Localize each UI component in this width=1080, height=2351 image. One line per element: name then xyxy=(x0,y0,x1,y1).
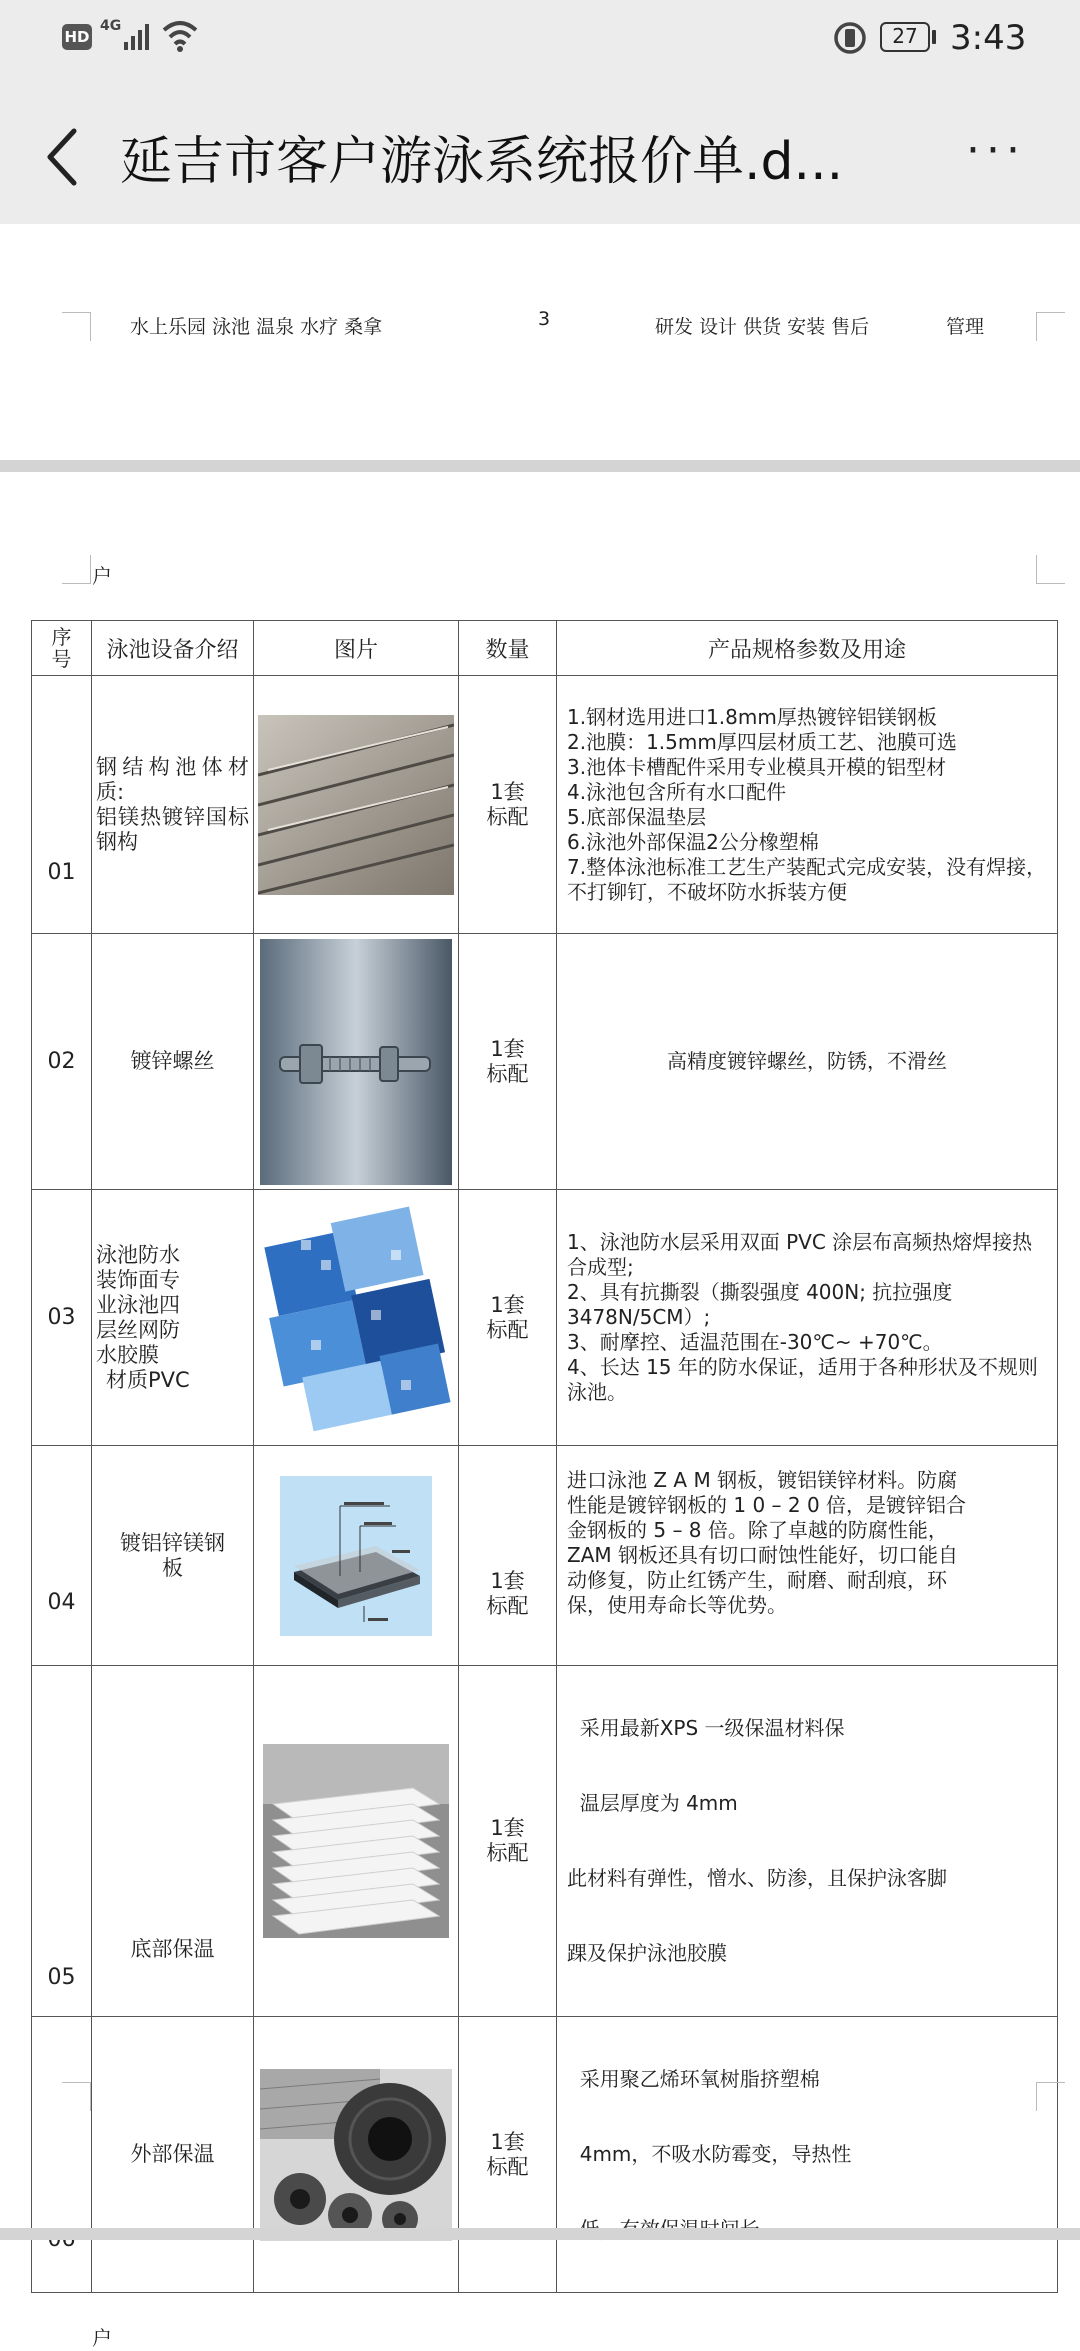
qty-line: 1套 xyxy=(490,1816,525,1840)
qty-line: 标配 xyxy=(486,1061,529,1086)
steel-panel-photo xyxy=(258,715,454,895)
table-header-row xyxy=(32,621,1058,676)
spec-line: 3、耐摩控、适温范围在-30℃~ +70℃。 xyxy=(567,1330,943,1354)
row-number-text: 03 xyxy=(47,1305,76,1330)
spec-text xyxy=(557,1666,1058,2017)
table-row xyxy=(32,1666,1058,2017)
qty-line: 1套 xyxy=(490,779,525,804)
qty-line: 1套 xyxy=(490,2129,525,2154)
page-corner-mark xyxy=(62,312,91,341)
quantity xyxy=(459,676,557,934)
header-cell: 数量 xyxy=(459,621,557,676)
image-cell xyxy=(254,1666,459,2017)
spec-line: 此材料有弹性，憎水、防渗，且保护泳客脚 xyxy=(567,1866,947,1890)
image-cell xyxy=(254,934,459,1190)
spec-text xyxy=(557,934,1058,1190)
quantity xyxy=(459,2017,557,2293)
galvanized-bolt-photo xyxy=(260,939,452,1185)
xps-board-stack-photo xyxy=(263,1744,449,1938)
spec-line: 金钢板的 5 – 8 倍。除了卓越的防腐性能， xyxy=(567,1518,948,1542)
name-line: 泳池防水 xyxy=(96,1242,180,1267)
page-number: 3 xyxy=(538,308,551,330)
row-number xyxy=(32,1446,92,1666)
row-number xyxy=(32,1666,92,2017)
spec-text xyxy=(557,676,1058,934)
spec-line: 1、泳池防水层采用双面 PVC 涂层布高频热熔焊接热合成型; xyxy=(567,1230,1033,1279)
foam-insulation-rolls-photo xyxy=(260,2069,452,2241)
clock: 3:43 xyxy=(950,18,1027,58)
document-title: 延吉市客户游泳系统报价单.d... xyxy=(120,132,844,192)
header-cell: 产品规格参数及用途 xyxy=(557,621,1058,676)
qty-line: 1套 xyxy=(490,1292,525,1317)
header-cell: 泳池设备介绍 xyxy=(92,621,254,676)
page-header-middle: 研发 设计 供货 安装 售后 xyxy=(655,316,870,338)
qty-line: 标配 xyxy=(486,2154,529,2179)
name-line: 板 xyxy=(162,1555,183,1580)
spec-line: 性能是镀锌钢板的 1 0 – 2 0 倍，是镀锌铝合 xyxy=(567,1493,967,1517)
quantity xyxy=(459,1446,557,1666)
table-row xyxy=(32,2017,1058,2293)
page-break xyxy=(0,460,1080,472)
spec-line: 踝及保护泳池胶膜 xyxy=(567,1941,727,1965)
page-corner-mark xyxy=(62,2082,91,2111)
table-row xyxy=(32,676,1058,934)
name-line: 业泳池四 xyxy=(96,1292,180,1317)
table-row xyxy=(32,1190,1058,1446)
equipment-name xyxy=(92,1666,254,2017)
wifi-icon xyxy=(160,18,200,54)
image-cell xyxy=(254,2017,459,2293)
name-line: 水胶膜 xyxy=(96,1342,159,1367)
top-bar xyxy=(0,0,1080,224)
spec-line: 采用聚乙烯环氧树脂挤塑棉 xyxy=(567,2067,820,2091)
quantity xyxy=(459,1666,557,2017)
table-row xyxy=(32,1446,1058,1666)
header-no: 序号 xyxy=(51,625,72,671)
name-line: 外部保温 xyxy=(130,2142,215,2166)
equipment-name xyxy=(92,2017,254,2293)
pvc-liner-samples-photo xyxy=(261,1200,451,1436)
row-number xyxy=(32,676,92,934)
spec-line: 3.池体卡槽配件采用专业模具开模的铝型材 xyxy=(567,754,947,779)
quote-table xyxy=(31,620,1058,2293)
image-cell xyxy=(254,1190,459,1446)
hd-badge: HD xyxy=(62,24,92,50)
spec-text xyxy=(557,2017,1058,2293)
spec-line: 温层厚度为 4mm xyxy=(567,1791,738,1815)
spec-line: 保，使用寿命长等优势。 xyxy=(567,1593,787,1617)
equipment-name xyxy=(92,676,254,934)
name-line: 镀铝锌镁钢 xyxy=(120,1530,225,1555)
equipment-name xyxy=(92,1446,254,1666)
page-header-left: 水上乐园 泳池 温泉 水疗 桑拿 xyxy=(130,316,383,338)
spec-line: 2、具有抗撕裂（撕裂强度 400N; 抗拉强度 3478N/5CM）; xyxy=(567,1280,953,1329)
qty-line: 标配 xyxy=(486,1317,529,1342)
equipment-name xyxy=(92,934,254,1190)
spec-line: 进口泳池 Z A M 钢板，镀铝镁锌材料。防腐 xyxy=(567,1468,958,1492)
qty-line: 标配 xyxy=(486,804,529,829)
image-cell xyxy=(254,1446,459,1666)
row-number xyxy=(32,1190,92,1446)
page-break xyxy=(0,2228,1080,2240)
page-fragment-text: 户 xyxy=(92,2326,112,2350)
spec-line: 4mm，不吸水防霉变，导热性 xyxy=(567,2142,852,2166)
spec-line: 6.泳池外部保温2公分橡塑棉 xyxy=(567,829,819,854)
quantity xyxy=(459,1190,557,1446)
spec-line: 1.钢材选用进口1.8mm厚热镀锌铝镁钢板 xyxy=(567,704,937,729)
battery-tip xyxy=(932,30,936,44)
spec-line: 4.泳池包含所有水口配件 xyxy=(567,779,787,804)
name-line: 钢结构池体材质: xyxy=(96,754,249,804)
qty-line: 1套 xyxy=(490,1036,525,1061)
spec-line: 高精度镀锌螺丝，防锈，不滑丝 xyxy=(667,1049,947,1073)
chevron-left-icon[interactable] xyxy=(42,125,82,189)
spec-line: 动修复，防止红锈产生，耐磨、耐刮痕，环 xyxy=(567,1568,947,1592)
page-corner-mark xyxy=(1036,312,1065,341)
name-line: 装饰面专 xyxy=(96,1267,180,1292)
name-line: 镀锌螺丝 xyxy=(130,1049,215,1073)
quantity xyxy=(459,934,557,1190)
page-corner-mark xyxy=(62,555,91,584)
header-cell xyxy=(32,621,92,676)
page-corner-mark xyxy=(1036,555,1065,584)
spec-text xyxy=(557,1190,1058,1446)
row-number-text: 04 xyxy=(47,1590,76,1615)
name-line: 铝镁热镀锌国标钢构 xyxy=(96,804,249,854)
header-cell: 图片 xyxy=(254,621,459,676)
equipment-name xyxy=(92,1190,254,1446)
image-cell xyxy=(254,676,459,934)
spec-text xyxy=(557,1446,1058,1666)
battery-icon: 27 xyxy=(880,22,930,52)
name-line: 底部保温 xyxy=(130,1937,215,1961)
name-line: 层丝网防 xyxy=(96,1317,180,1342)
spec-line: ZAM 钢板还具有切口耐蚀性能好，切口能自 xyxy=(567,1543,958,1567)
qty-line: 标配 xyxy=(486,1841,529,1865)
spec-line: 2.池膜：1.5mm厚四层材质工艺、池膜可选 xyxy=(567,729,957,754)
name-line: 材质PVC xyxy=(106,1367,190,1392)
row-number-text: 02 xyxy=(47,1049,76,1074)
row-number xyxy=(32,934,92,1190)
qty-line: 1套 xyxy=(490,1569,525,1593)
more-horizontal-icon[interactable]: ··· xyxy=(966,125,1026,176)
qty-line: 标配 xyxy=(486,1594,529,1618)
vibrate-icon xyxy=(832,20,868,56)
spec-line: 采用最新XPS 一级保温材料保 xyxy=(567,1716,845,1740)
spec-line: 4、长达 15 年的防水保证，适用于各种形状及不规则泳池。 xyxy=(567,1355,1038,1404)
table-row xyxy=(32,934,1058,1190)
title-bar xyxy=(0,95,1080,215)
spec-line: 5.底部保温垫层 xyxy=(567,804,707,829)
signal-icon xyxy=(122,22,156,52)
row-number-text: 05 xyxy=(47,1965,76,1990)
status-bar xyxy=(0,0,1080,80)
page-corner-mark xyxy=(1036,2082,1065,2111)
page-header-right: 管理 xyxy=(946,316,985,338)
page-fragment-text: 户 xyxy=(92,564,112,588)
network-type: 4G xyxy=(100,18,122,34)
row-number xyxy=(32,2017,92,2293)
row-number-text: 01 xyxy=(47,860,76,885)
spec-line: 7.整体泳池标准工艺生产装配式完成安装，没有焊接，不打铆钉，不破坏防水拆装方便 xyxy=(567,854,1047,904)
zam-steel-diagram xyxy=(280,1476,432,1636)
